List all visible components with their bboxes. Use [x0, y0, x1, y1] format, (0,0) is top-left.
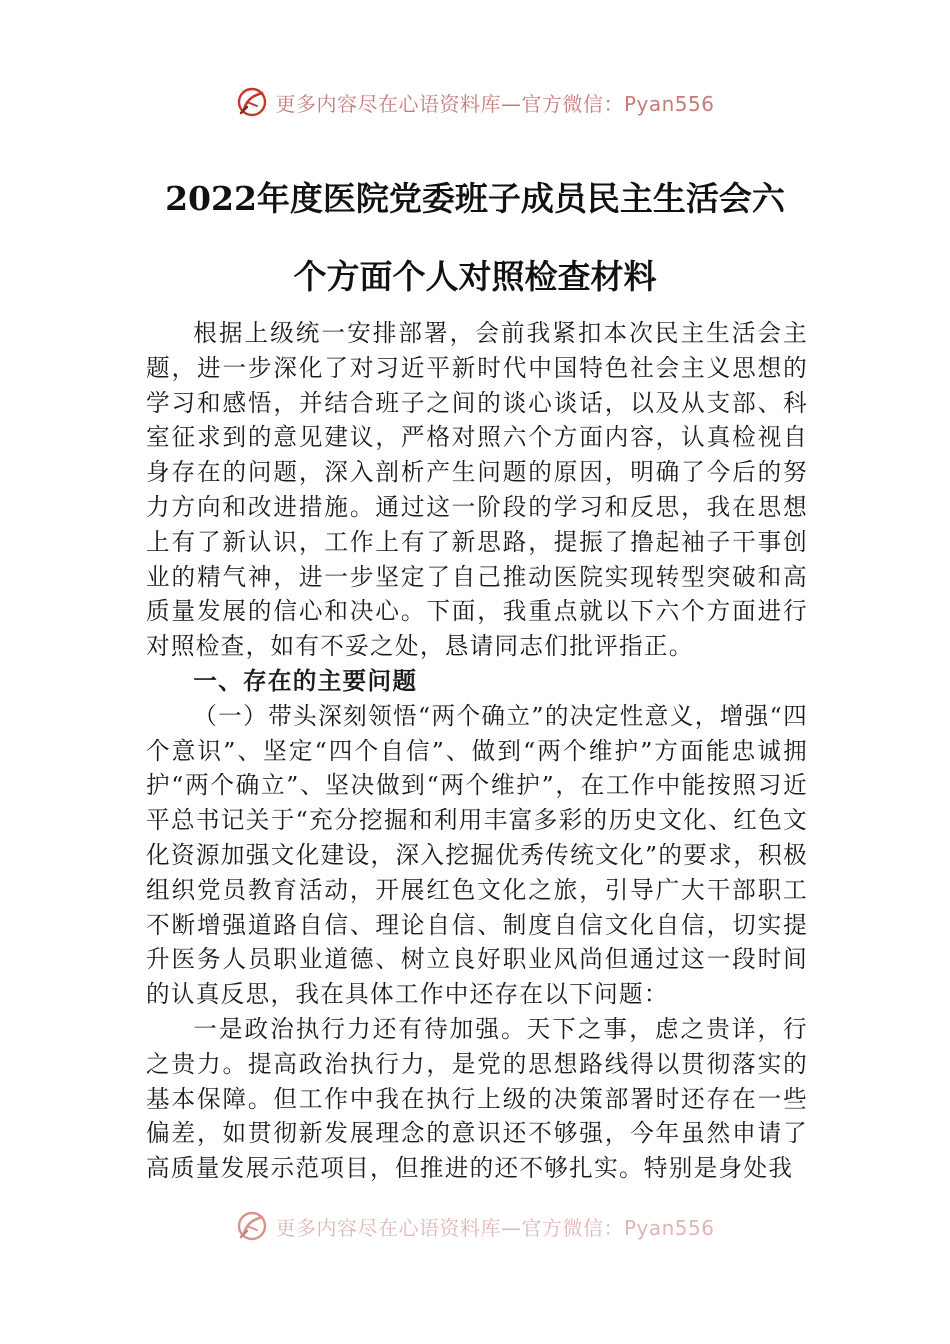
watermark-text: 更多内容尽在心语资料库—官方微信：Pyan556: [275, 91, 715, 116]
title-line-2: 个方面个人对照检查材料: [293, 257, 657, 296]
title-line-1: 2022年度医院党委班子成员民主生活会六: [165, 179, 785, 218]
subsection-paragraph: （一）带头深刻领悟“两个确立”的决定性意义，增强“四个意识”、坚定“四个自信”、做到“两个维护”方面能忠诚拥护“两个确立”、坚决做到“两个维护”，在工作中能按照习近平总书记关于“充分挖掘和利用丰富多彩的历史文化、红色文化资源加强文化建设，深入挖掘优秀传统文化”的要求，积极组织党员教育活动，开展红色文化之旅，引导广大干部职工不断增强道路自信、理论自信、制度自信文化自信，切实提升医务人员职业道德、树立良好职业风尚但通过这一段时间的认真反思，我在具体工作中还存在以下问题：: [146, 701, 808, 1009]
watermark-bottom: [0, 1206, 950, 1246]
point-paragraph: 一是政治执行力还有待加强。天下之事，虑之贵详，行之贵力。提高政治执行力，是党的思想路线得以贯彻落实的基本保障。但工作中我在执行上级的决策部署时还存在一些偏差，如贯彻新发展理念的意识还不够强，今年虽然申请了高质量发展示范项目，但推进的还不够扎实。特别是身处我: [146, 1014, 808, 1183]
watermark-logo-icon: [235, 1209, 269, 1243]
watermark-logo-icon: [235, 85, 269, 119]
watermark-top: [0, 82, 950, 122]
document-title: [60, 160, 890, 316]
watermark-text: 更多内容尽在心语资料库—官方微信：Pyan556: [275, 1215, 715, 1240]
document-body: [146, 316, 808, 1186]
section-heading: 一、存在的主要问题: [193, 666, 418, 695]
intro-paragraph: 根据上级统一安排部署，会前我紧扣本次民主生活会主题，进一步深化了对习近平新时代中国特色社会主义思想的学习和感悟，并结合班子之间的谈心谈话，以及从支部、科室征求到的意见建议，严格对照六个方面内容，认真检视自身存在的问题，深入剖析产生问题的原因，明确了今后的努力方向和改进措施。通过这一阶段的学习和反思，我在思想上有了新认识，工作上有了新思路，提振了撸起袖子干事创业的精气神，进一步坚定了自己推动医院实现转型突破和高质量发展的信心和决心。下面，我重点就以下六个方面进行对照检查，如有不妥之处，恳请同志们批评指正。: [146, 319, 808, 661]
